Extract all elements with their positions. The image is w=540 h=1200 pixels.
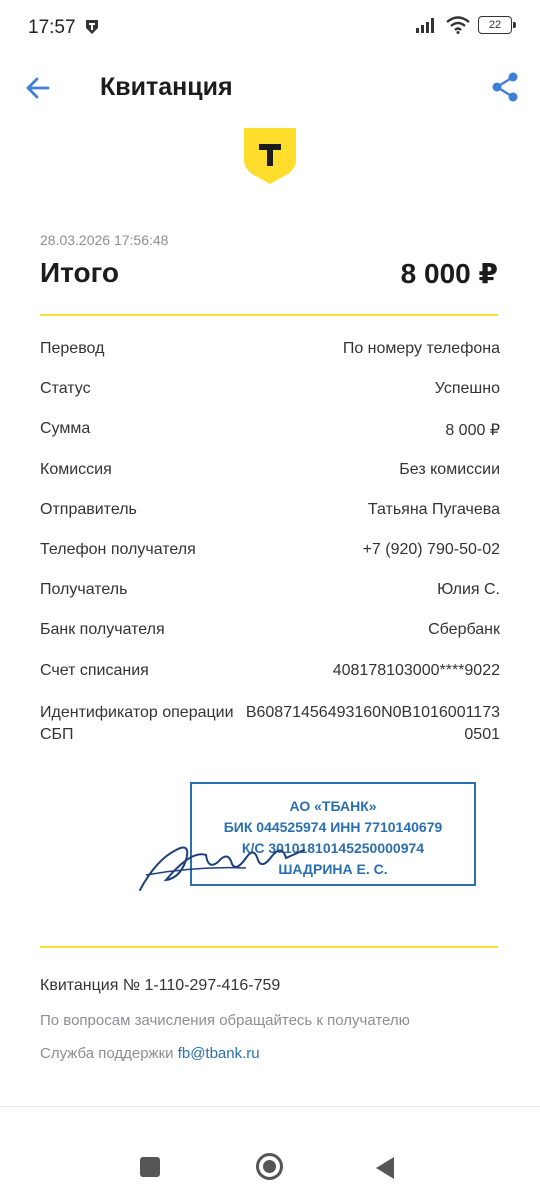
- stamp-line: АО «ТБАНК»: [289, 798, 377, 814]
- battery-level: 22: [488, 19, 502, 31]
- page-title: Квитанция: [100, 73, 233, 101]
- row-value: Юлия С.: [437, 581, 500, 599]
- row-label: Статус: [40, 380, 91, 398]
- signal-icon: [416, 17, 438, 33]
- row-fee: [40, 461, 500, 501]
- battery-icon: [478, 16, 512, 34]
- row-transfer-type: [40, 340, 500, 380]
- row-value: 8 000 ₽: [445, 422, 500, 440]
- header: [0, 60, 540, 116]
- system-nav-bar: [0, 1140, 540, 1196]
- row-value: Без комиссии: [399, 460, 500, 478]
- status-time: 17:57: [28, 17, 76, 38]
- row-label: Отправитель: [40, 500, 137, 518]
- divider-bottom: [40, 946, 498, 948]
- row-value: 408178103000****9022: [332, 661, 500, 679]
- recipient-note: По вопросам зачисления обращайтесь к получателю: [40, 1012, 410, 1029]
- receipt-date: 28.03.2026 17:56:48: [40, 232, 169, 248]
- stamp-line: К/С 30101810145250000974: [241, 840, 425, 856]
- row-label: Получатель: [40, 581, 128, 599]
- row-recipient-phone: [40, 541, 500, 581]
- bottom-separator: [0, 1106, 540, 1107]
- share-icon[interactable]: [488, 70, 522, 104]
- status-icons: [416, 16, 512, 34]
- row-label: Счет списания: [40, 661, 149, 679]
- support-label: Служба поддержки: [40, 1045, 178, 1062]
- row-value: B60871456493160N0B10160011730501: [245, 703, 500, 743]
- row-label: Идентификатор операции СБП: [40, 703, 234, 743]
- support-email-link[interactable]: fb@tbank.ru: [177, 1045, 260, 1062]
- wifi-icon: [446, 16, 470, 34]
- total-value: 8 000 ₽: [400, 258, 498, 289]
- tbank-notification-icon: [84, 19, 100, 35]
- row-sbp-operation-id: [40, 702, 500, 762]
- row-sender: [40, 501, 500, 541]
- row-value: Сбербанк: [428, 621, 500, 639]
- support-line: [40, 1045, 260, 1062]
- home-button[interactable]: [256, 1153, 283, 1180]
- row-label: Банк получателя: [40, 621, 165, 639]
- row-value: Татьяна Пугачева: [367, 500, 500, 518]
- divider-top: [40, 314, 498, 316]
- row-label: Сумма: [40, 420, 91, 438]
- row-value: По номеру телефона: [342, 340, 500, 357]
- row-label: Комиссия: [40, 460, 112, 478]
- row-amount: [40, 420, 500, 460]
- row-value: +7 (920) 790-50-02: [362, 540, 500, 558]
- stamp-line: БИК 044525974 ИНН 7710140679: [223, 819, 443, 835]
- system-back-button[interactable]: [376, 1157, 394, 1179]
- row-recipient-bank: [40, 621, 500, 661]
- receipt-number: Квитанция № 1-110-297-416-759: [40, 977, 281, 994]
- row-value: Успешно: [434, 380, 500, 398]
- row-debit-account: [40, 662, 500, 702]
- tbank-logo: [242, 126, 298, 186]
- signature-image: [136, 820, 306, 900]
- stamp-line: ШАДРИНА Е. С.: [278, 861, 388, 877]
- back-arrow-icon[interactable]: [22, 72, 54, 104]
- recent-apps-button[interactable]: [140, 1157, 160, 1177]
- row-label: Перевод: [40, 340, 105, 357]
- row-recipient: [40, 581, 500, 621]
- receipt-details: [40, 340, 500, 762]
- total-label: Итого: [40, 257, 119, 288]
- status-bar: [0, 0, 540, 56]
- row-label: Телефон получателя: [40, 540, 196, 558]
- row-status: [40, 380, 500, 420]
